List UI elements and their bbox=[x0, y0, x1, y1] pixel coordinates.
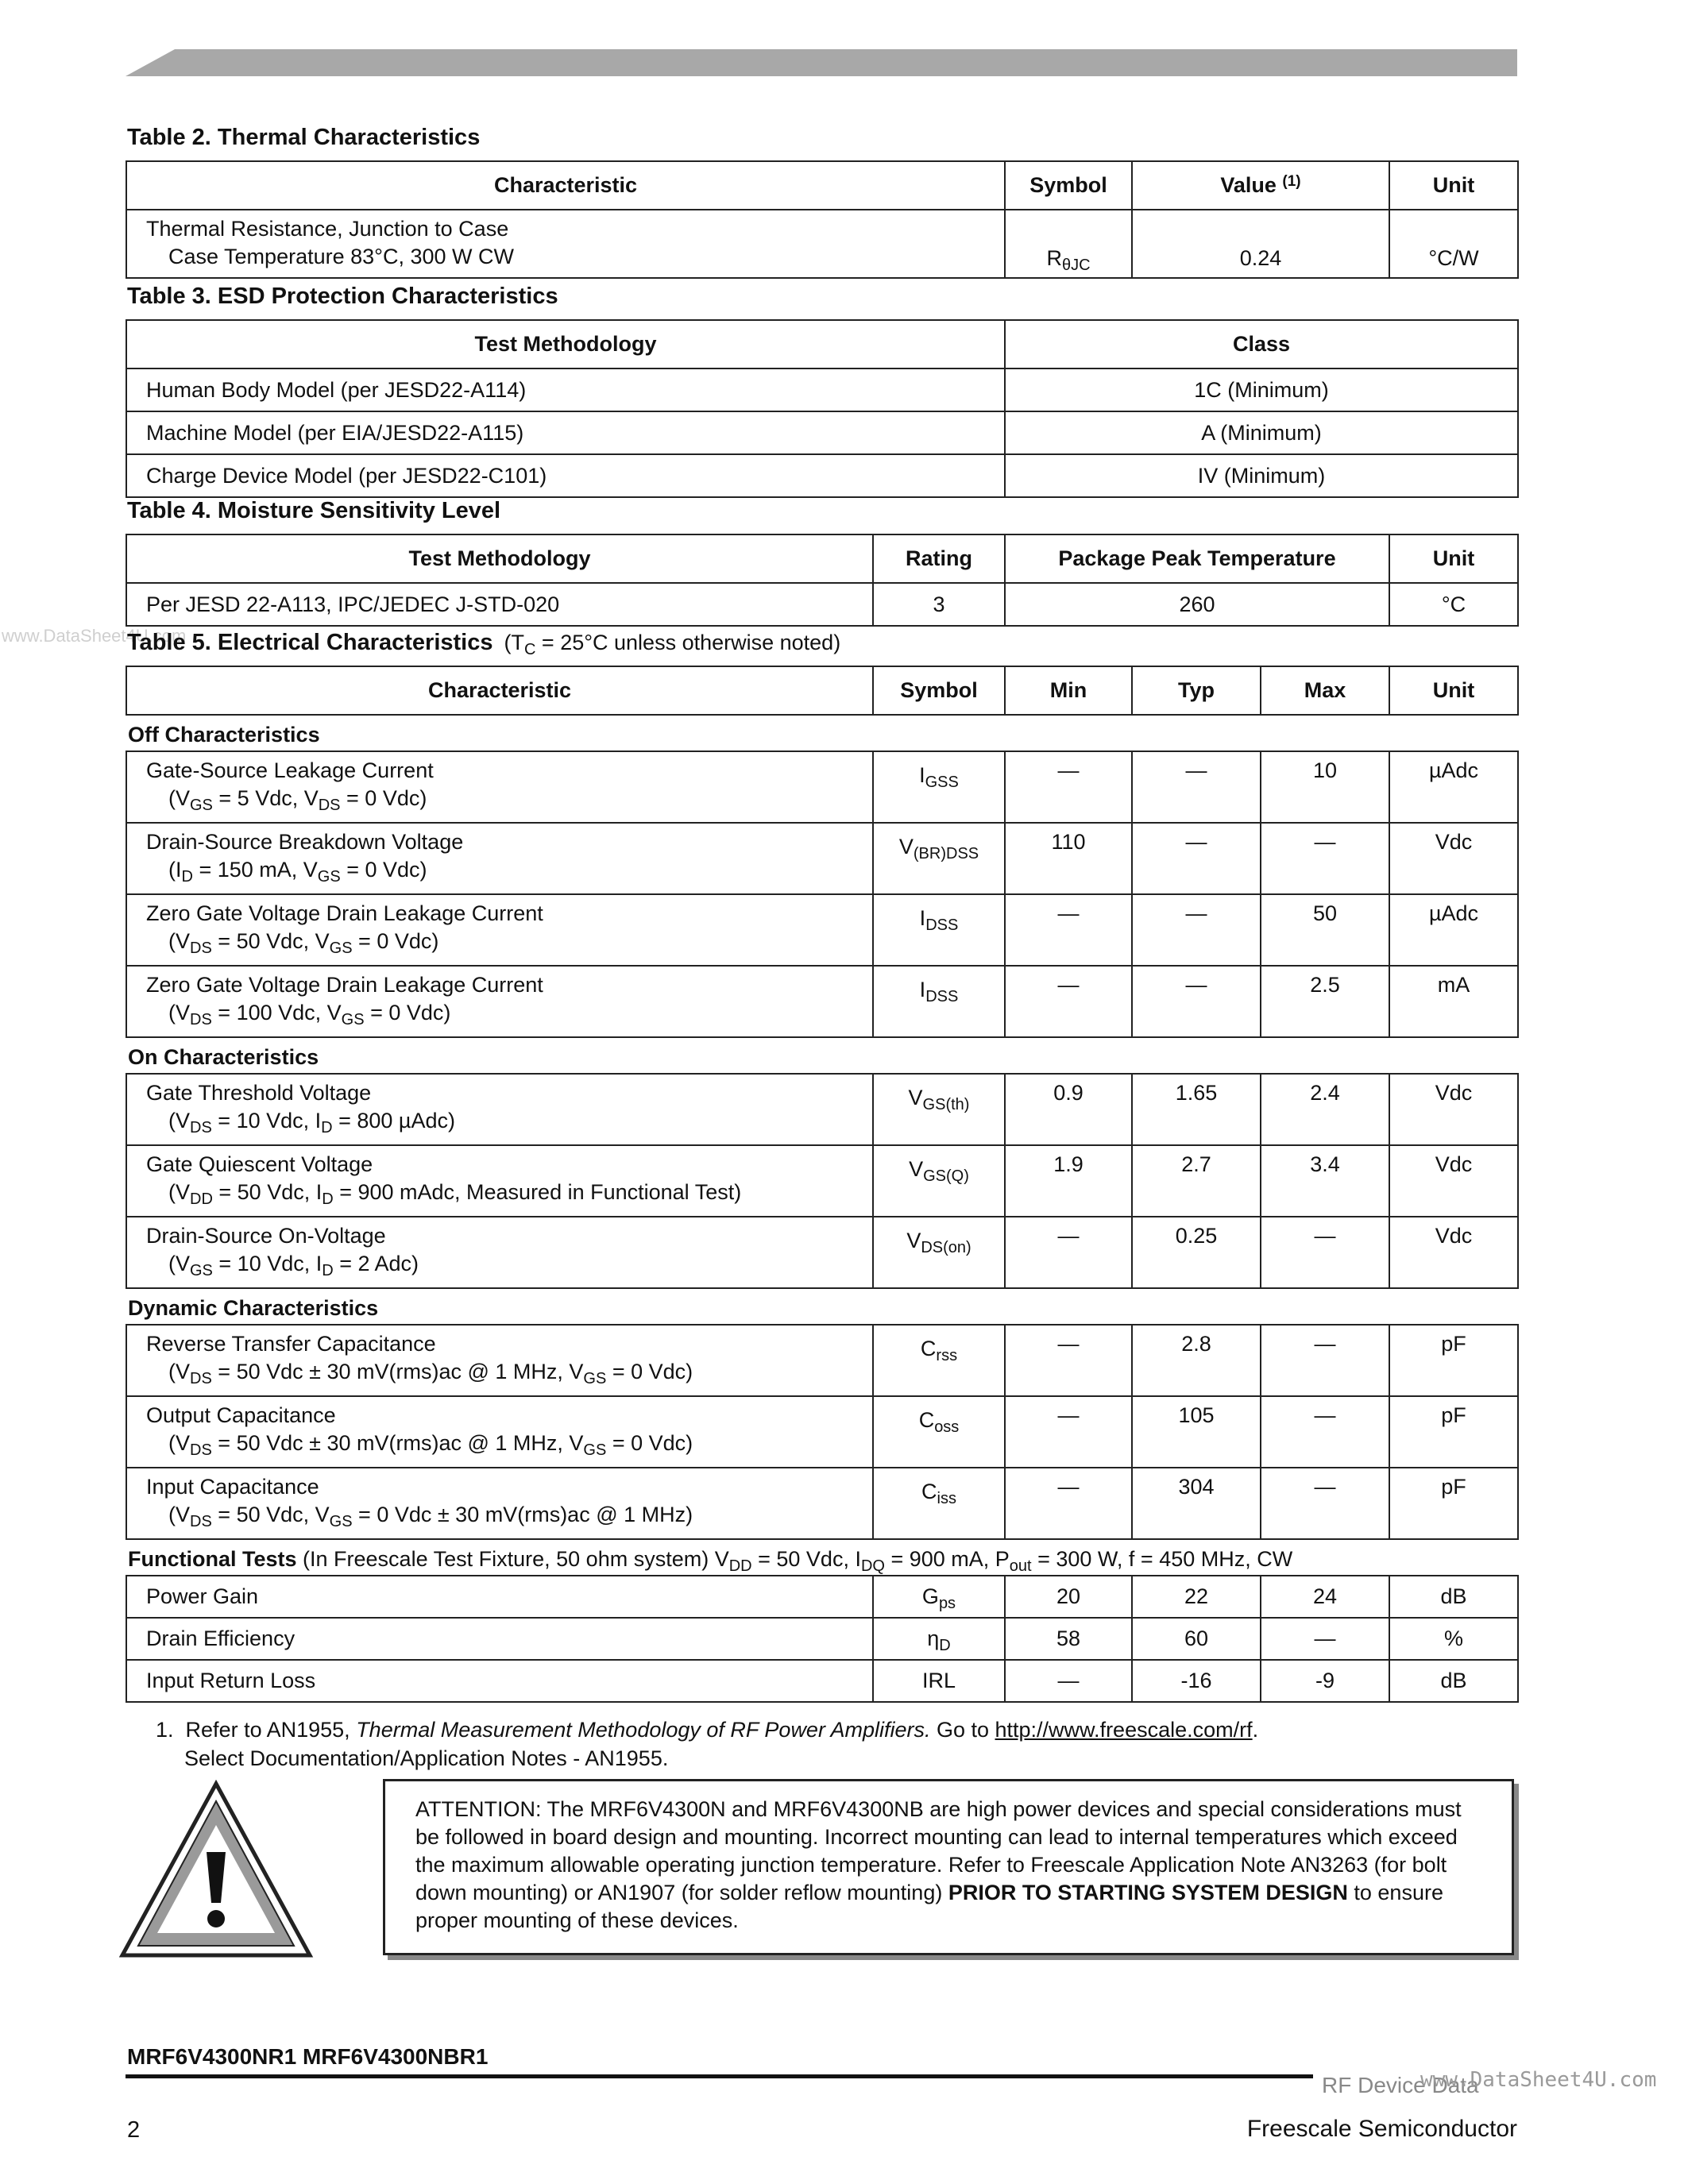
col-class: Class bbox=[1005, 320, 1518, 369]
col-characteristic: Characteristic bbox=[126, 161, 1005, 210]
table-row bbox=[126, 1396, 1518, 1468]
max-cell: 2.4 bbox=[1261, 1074, 1389, 1145]
col-test-methodology: Test Methodology bbox=[126, 534, 873, 583]
esd-class: 1C (Minimum) bbox=[1005, 369, 1518, 411]
char-drain-efficiency: Drain Efficiency bbox=[126, 1618, 873, 1660]
symbol-cell: $V_{DS(on)}$ bbox=[873, 1217, 1005, 1288]
section-off: Off Characteristics bbox=[126, 715, 1518, 751]
unit-cell: Vdc bbox=[1389, 1074, 1518, 1145]
symbol-cell: $I_{DSS}$ bbox=[873, 894, 1005, 966]
unit-cell: % bbox=[1389, 1618, 1518, 1660]
max-cell: 2.5 bbox=[1261, 966, 1389, 1037]
table-row bbox=[126, 1660, 1518, 1702]
col-min: Min bbox=[1005, 666, 1132, 715]
typ-cell: 60 bbox=[1132, 1618, 1261, 1660]
footnote-ref: (1) bbox=[1282, 173, 1301, 190]
unit-cell: Vdc bbox=[1389, 1145, 1518, 1217]
msl-rating: 3 bbox=[873, 583, 1005, 626]
unit-cell: mA bbox=[1389, 966, 1518, 1037]
esd-table bbox=[126, 319, 1519, 498]
min-cell: 1.9 bbox=[1005, 1145, 1132, 1217]
header-bar bbox=[126, 49, 1517, 76]
col-typ: Typ bbox=[1132, 666, 1261, 715]
char-vdson: Drain-Source On-Voltage ($V_{GS} = 10$ Vdc, $I_D = 2$ Adc) bbox=[126, 1217, 873, 1288]
max-cell: — bbox=[1261, 1325, 1389, 1396]
thermal-table bbox=[126, 160, 1519, 279]
table-row bbox=[126, 1468, 1518, 1539]
char-bvdss: Drain-Source Breakdown Voltage ($I_D = 150$ mA, $V_{GS} = 0$ Vdc) bbox=[126, 823, 873, 894]
typ-cell: 2.8 bbox=[1132, 1325, 1261, 1396]
col-unit: Unit bbox=[1389, 534, 1518, 583]
typ-cell: 304 bbox=[1132, 1468, 1261, 1539]
typ-cell: — bbox=[1132, 751, 1261, 823]
unit-cell: µAdc bbox=[1389, 751, 1518, 823]
msl-unit: °C bbox=[1389, 583, 1518, 626]
table5-condition: ($T_C = 25^\circ C$ unless otherwise noted) bbox=[504, 631, 841, 658]
max-cell: — bbox=[1261, 1618, 1389, 1660]
table3-title: Table 3. ESD Protection Characteristics bbox=[127, 284, 558, 309]
section-dynamic: Dynamic Characteristics bbox=[126, 1288, 1518, 1325]
char-coss: Output Capacitance ($V_{DS} = 50$ Vdc ± 30 mV(rms)ac @ 1 MHz, $V_{GS} = 0$ Vdc) bbox=[126, 1396, 873, 1468]
col-unit: Unit bbox=[1389, 666, 1518, 715]
msl-method: Per JESD 22-A113, IPC/JEDEC J-STD-020 bbox=[126, 583, 873, 626]
section-functional: Functional Tests (In Freescale Test Fixture, 50 ohm system) $V_{DD} = 50$ Vdc, $I_{DQ} = 900$ mA, $P_{out} = 300$ W, f = 450 MHz, CW bbox=[126, 1539, 1518, 1576]
table-row bbox=[126, 454, 1518, 497]
min-cell: 58 bbox=[1005, 1618, 1132, 1660]
min-cell: 20 bbox=[1005, 1576, 1132, 1618]
symbol-cell: $I_{DSS}$ bbox=[873, 966, 1005, 1037]
typ-cell: 0.25 bbox=[1132, 1217, 1261, 1288]
typ-cell: -16 bbox=[1132, 1660, 1261, 1702]
freescale-link[interactable]: http://www.freescale.com/rf bbox=[995, 1718, 1253, 1742]
min-cell: — bbox=[1005, 966, 1132, 1037]
max-cell: — bbox=[1261, 1396, 1389, 1468]
typ-cell: 22 bbox=[1132, 1576, 1261, 1618]
col-peak-temperature: Package Peak Temperature bbox=[1005, 534, 1389, 583]
max-cell: — bbox=[1261, 1217, 1389, 1288]
table-row bbox=[126, 751, 1518, 823]
col-test-methodology: Test Methodology bbox=[126, 320, 1005, 369]
typ-cell: — bbox=[1132, 894, 1261, 966]
col-characteristic: Characteristic bbox=[126, 666, 873, 715]
esd-method: Machine Model (per EIA/JESD22-A115) bbox=[126, 411, 1005, 454]
col-symbol: Symbol bbox=[1005, 161, 1132, 210]
char-vgsth: Gate Threshold Voltage ($V_{DS} = 10$ Vdc, $I_D = 800$ µAdc) bbox=[126, 1074, 873, 1145]
char-idss-50: Zero Gate Voltage Drain Leakage Current ($V_{DS} = 50$ Vdc, $V_{GS} = 0$ Vdc) bbox=[126, 894, 873, 966]
esd-class: A (Minimum) bbox=[1005, 411, 1518, 454]
max-cell: 24 bbox=[1261, 1576, 1389, 1618]
table-row bbox=[126, 1576, 1518, 1618]
typ-cell: — bbox=[1132, 966, 1261, 1037]
table2-title: Table 2. Thermal Characteristics bbox=[127, 125, 481, 150]
col-value: Value $^{(1)}$ bbox=[1132, 161, 1389, 210]
attention-box: ATTENTION: The MRF6V4300N and MRF6V4300NB are high power devices and special considerations must be followed in board design and mounting. Incorrect mounting can lead to internal temperatures which exceed the maximum allowable operating junction temperature. Refer to Freescale Application Note AN3263 (for bolt down mounting) or AN1907 (for solder reflow mounting) PRIOR TO STARTING SYSTEM DESIGN to ensure proper mounting of these devices. bbox=[383, 1779, 1514, 1955]
symbol-cell: $V_{GS(th)}$ bbox=[873, 1074, 1005, 1145]
table-row bbox=[126, 1325, 1518, 1396]
symbol-cell: $V_{(BR)DSS}$ bbox=[873, 823, 1005, 894]
footnote: 1. Refer to AN1955, Thermal Measurement Methodology of RF Power Amplifiers. Go to http://www.freescale.com/rf. Select Documentation/Application Notes - AN1955. bbox=[156, 1718, 1259, 1770]
warning-icon bbox=[119, 1779, 314, 1960]
min-cell: 0.9 bbox=[1005, 1074, 1132, 1145]
table5-title: Table 5. Electrical Characteristics ($T_C = 25^\circ C$ unless otherwise noted) bbox=[127, 630, 841, 658]
min-cell: 110 bbox=[1005, 823, 1132, 894]
footer-divider bbox=[126, 2074, 1313, 2078]
footer-section: RF Device Data bbox=[1322, 2073, 1479, 2097]
symbol-cell: $G_{ps}$ bbox=[873, 1576, 1005, 1618]
thermal-unit: °C/W bbox=[1389, 210, 1518, 278]
table-row bbox=[126, 1217, 1518, 1288]
typ-cell: 105 bbox=[1132, 1396, 1261, 1468]
symbol-cell: $\eta_D$ bbox=[873, 1618, 1005, 1660]
unit-cell: pF bbox=[1389, 1325, 1518, 1396]
table-row bbox=[126, 1618, 1518, 1660]
table-row bbox=[126, 894, 1518, 966]
msl-table bbox=[126, 534, 1519, 627]
electrical-table bbox=[126, 666, 1519, 1703]
min-cell: — bbox=[1005, 1396, 1132, 1468]
symbol-cell: $C_{rss}$ bbox=[873, 1325, 1005, 1396]
min-cell: — bbox=[1005, 1468, 1132, 1539]
symbol-cell: $C_{oss}$ bbox=[873, 1396, 1005, 1468]
char-crss: Reverse Transfer Capacitance ($V_{DS} = 50$ Vdc ± 30 mV(rms)ac @ 1 MHz, $V_{GS} = 0$ Vdc) bbox=[126, 1325, 873, 1396]
char-input-return-loss: Input Return Loss bbox=[126, 1660, 873, 1702]
table4-title: Table 4. Moisture Sensitivity Level bbox=[127, 498, 501, 523]
max-cell: 10 bbox=[1261, 751, 1389, 823]
watermark: www.DataSheet4U.com bbox=[2, 626, 187, 646]
min-cell: — bbox=[1005, 894, 1132, 966]
col-symbol: Symbol bbox=[873, 666, 1005, 715]
table-row bbox=[126, 369, 1518, 411]
table-row bbox=[126, 1145, 1518, 1217]
unit-cell: µAdc bbox=[1389, 894, 1518, 966]
footer-watermark: www.DataSheet4U.com bbox=[1420, 2068, 1657, 2092]
unit-cell: dB bbox=[1389, 1660, 1518, 1702]
char-ciss: Input Capacitance ($V_{DS} = 50$ Vdc, $V_{GS} = 0$ Vdc ± 30 mV(rms)ac @ 1 MHz) bbox=[126, 1468, 873, 1539]
symbol-cell: $I_{GSS}$ bbox=[873, 751, 1005, 823]
thermal-symbol: $R_{\theta JC}$ bbox=[1005, 210, 1132, 278]
footer-company: Freescale Semiconductor bbox=[1246, 2116, 1517, 2142]
typ-cell: 1.65 bbox=[1132, 1074, 1261, 1145]
symbol-cell: IRL bbox=[873, 1660, 1005, 1702]
esd-method: Human Body Model (per JESD22-A114) bbox=[126, 369, 1005, 411]
unit-cell: pF bbox=[1389, 1468, 1518, 1539]
char-idss-100: Zero Gate Voltage Drain Leakage Current ($V_{DS} = 100$ Vdc, $V_{GS} = 0$ Vdc) bbox=[126, 966, 873, 1037]
symbol-cell: $C_{iss}$ bbox=[873, 1468, 1005, 1539]
table-row bbox=[126, 583, 1518, 626]
max-cell: 50 bbox=[1261, 894, 1389, 966]
symbol-cell: $V_{GS(Q)}$ bbox=[873, 1145, 1005, 1217]
col-unit: Unit bbox=[1389, 161, 1518, 210]
unit-cell: dB bbox=[1389, 1576, 1518, 1618]
max-cell: — bbox=[1261, 823, 1389, 894]
min-cell: — bbox=[1005, 1217, 1132, 1288]
table-row bbox=[126, 823, 1518, 894]
table-row bbox=[126, 1074, 1518, 1145]
col-max: Max bbox=[1261, 666, 1389, 715]
typ-cell: — bbox=[1132, 823, 1261, 894]
msl-temperature: 260 bbox=[1005, 583, 1389, 626]
esd-class: IV (Minimum) bbox=[1005, 454, 1518, 497]
table-row bbox=[126, 966, 1518, 1037]
table-row bbox=[126, 411, 1518, 454]
col-rating: Rating bbox=[873, 534, 1005, 583]
section-on: On Characteristics bbox=[126, 1037, 1518, 1074]
max-cell: -9 bbox=[1261, 1660, 1389, 1702]
esd-method: Charge Device Model (per JESD22-C101) bbox=[126, 454, 1005, 497]
typ-cell: 2.7 bbox=[1132, 1145, 1261, 1217]
char-gss: Gate-Source Leakage Current ($V_{GS} = 5$ Vdc, $V_{DS} = 0$ Vdc) bbox=[126, 751, 873, 823]
min-cell: — bbox=[1005, 751, 1132, 823]
footer-model: MRF6V4300NR1 MRF6V4300NBR1 bbox=[127, 2044, 489, 2069]
page-number: 2 bbox=[127, 2117, 141, 2143]
unit-cell: Vdc bbox=[1389, 1217, 1518, 1288]
thermal-value: 0.24 bbox=[1132, 210, 1389, 278]
min-cell: — bbox=[1005, 1660, 1132, 1702]
thermal-resistance-cell: Thermal Resistance, Junction to Case Case Temperature 83°C, 300 W CW bbox=[126, 210, 1005, 278]
max-cell: — bbox=[1261, 1468, 1389, 1539]
char-vgsq: Gate Quiescent Voltage ($V_{DD} = 50$ Vdc, $I_D = 900$ mAdc, Measured in Functional Test) bbox=[126, 1145, 873, 1217]
char-power-gain: Power Gain bbox=[126, 1576, 873, 1618]
min-cell: — bbox=[1005, 1325, 1132, 1396]
unit-cell: Vdc bbox=[1389, 823, 1518, 894]
unit-cell: pF bbox=[1389, 1396, 1518, 1468]
max-cell: 3.4 bbox=[1261, 1145, 1389, 1217]
